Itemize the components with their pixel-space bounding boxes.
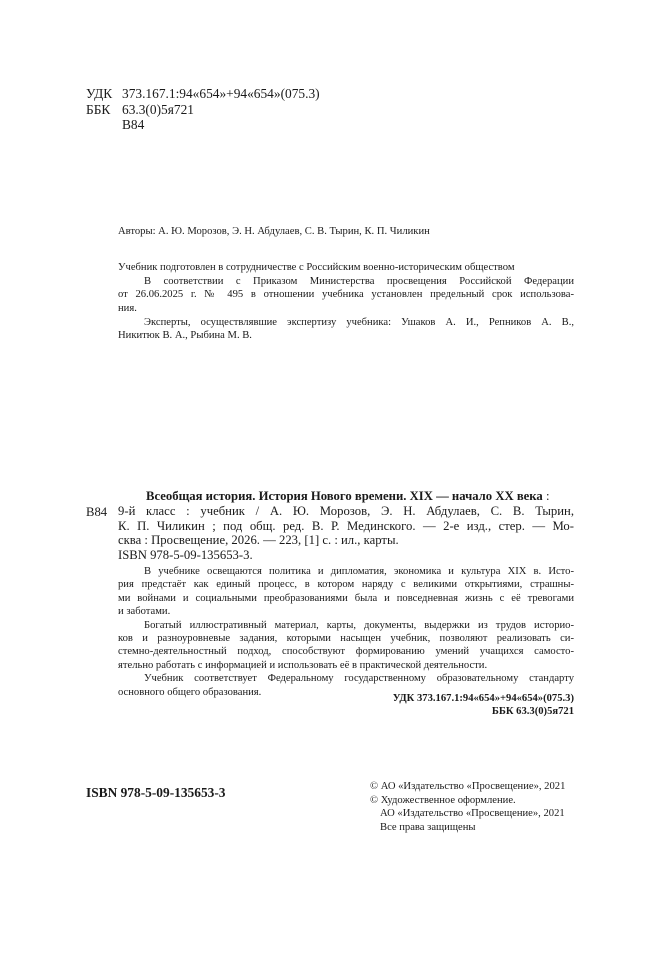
experts-line-2: Никитюк В. А., Рыбина М. В.	[118, 330, 252, 342]
catalog-card	[118, 489, 574, 563]
annotation-p3-line-1: Учебник соответствует Федеральному государственному образовательному стандарту	[144, 673, 574, 685]
annotation-p2-line-2: ков и разноуровневые задания, которыми насыщен учебник, позволяют реализовать си-	[118, 633, 574, 645]
bbk-line	[86, 102, 320, 118]
experts-paragraph	[118, 316, 574, 343]
isbn-footer: ISBN 978-5-09-135653-3	[86, 785, 226, 800]
annotation-paragraph-1	[118, 565, 574, 619]
annotation-p2-line-1: Богатый иллюстративный материал, карты, документы, выдержки из трудов историо-	[144, 619, 574, 631]
bbk-label: ББК	[86, 101, 111, 117]
decree-line-2: от 26.06.2025 г. № 495 в отношении учебника установлен предельный срок использова-	[118, 289, 574, 301]
copyright-design-owner: АО «Издательство «Просвещение», 2021	[380, 808, 565, 820]
udk-line	[86, 86, 320, 102]
card-author-mark: В84	[86, 505, 108, 519]
card-title: Всеобщая история. История Нового времени. XIX — начало XX века	[146, 489, 543, 503]
card-line-3: сква : Просвещение, 2026. — 223, [1] с. : ил., карты.	[118, 533, 399, 548]
card-line-2: К. П. Чиликин ; под общ. ред. В. Р. Мединского. — 2-е изд., стер. — Мо-	[118, 518, 574, 533]
annotation-p2-line-3: стемно-деятельностный подход, способствуют формированию умений учащихся самосто-	[118, 646, 574, 658]
card-title-tail: :	[542, 489, 550, 503]
annotation	[118, 565, 574, 699]
cooperation-line: Учебник подготовлен в сотрудничестве с Российским военно-историческим обществом	[118, 262, 515, 273]
udk-code: 373.167.1:94«654»+94«654»(075.3)	[122, 86, 320, 101]
decree-paragraph	[118, 275, 574, 315]
copyright-design: © Художественное оформление.	[370, 794, 516, 806]
classification-header	[86, 86, 320, 133]
index-codes	[360, 692, 574, 719]
card-isbn: ISBN 978-5-09-135653-3.	[118, 548, 253, 563]
annotation-paragraph-2	[118, 619, 574, 673]
decree-line-1: В соответствии с Приказом Министерства просвещения Российской Федерации	[144, 276, 574, 287]
udk-label: УДК	[86, 86, 113, 101]
rights-reserved: Все права защищены	[380, 821, 476, 833]
annotation-p2-line-4: ятельно работать с информацией и использовать её в практической деятельности.	[118, 659, 488, 671]
decree-line-3: ния.	[118, 302, 137, 314]
annotation-p1-line-4: и заботами.	[118, 606, 171, 618]
index-bbk: ББК 63.3(0)5я721	[491, 706, 574, 718]
annotation-p3-line-2: основного общего образования.	[118, 686, 262, 698]
bbk-code: 63.3(0)5я721	[122, 101, 194, 117]
experts-line-1: Эксперты, осуществлявшие экспертизу учебника: Ушаков А. И., Репников А. В.,	[144, 317, 574, 328]
copyright-block	[370, 780, 565, 834]
annotation-p1-line-1: В учебнике освещаются политика и дипломатия, экономика и культура XIX в. Исто-	[144, 566, 574, 577]
author-mark: В84	[122, 117, 145, 133]
copyright-publisher: © АО «Издательство «Просвещение», 2021	[370, 781, 566, 792]
annotation-p1-line-3: ми войнами и социальными преобразованиями была и повседневная жизнь с её тревогами	[118, 592, 574, 604]
card-line-1: 9-й класс : учебник / А. Ю. Морозов, Э. Н. Абдулаев, С. В. Тырин,	[118, 503, 574, 518]
card-title-line	[118, 489, 574, 504]
annotation-p1-line-2: рия предстаёт как единый процесс, в котором наряду с великими открытиями, страшны-	[118, 579, 574, 591]
index-udk: УДК 373.167.1:94«654»+94«654»(075.3)	[392, 693, 574, 704]
authors-line: Авторы: А. Ю. Морозов, Э. Н. Абдулаев, С. В. Тырин, К. П. Чиликин	[118, 226, 430, 237]
